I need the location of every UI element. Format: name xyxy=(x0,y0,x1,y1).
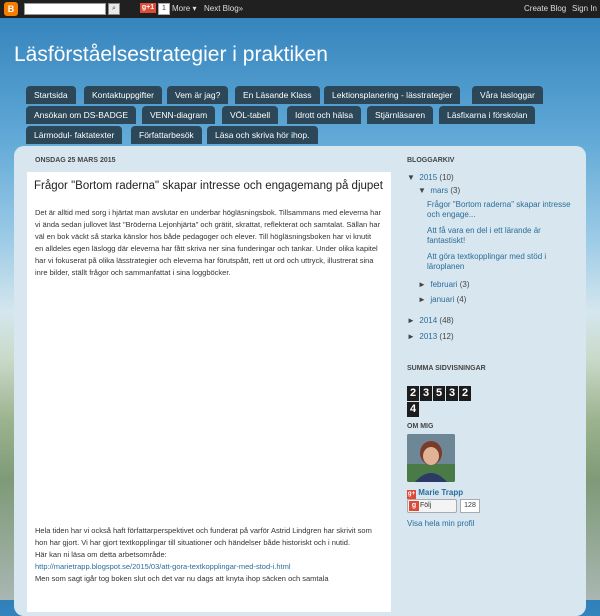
search-icon[interactable]: ⌕ xyxy=(108,3,120,15)
counter-digit: 3 xyxy=(446,386,458,401)
tab-kontaktuppgifter[interactable]: Kontaktuppgifter xyxy=(84,86,162,104)
blogger-logo-icon[interactable]: B xyxy=(4,2,18,16)
gplus-icon: g+ xyxy=(407,491,416,497)
post-title[interactable]: Frågor "Bortom raderna" skapar intresse och engagemang på djupet xyxy=(34,180,383,192)
author-avatar[interactable] xyxy=(407,434,455,482)
blog-title[interactable]: Läsförståelsestrategier i praktiken xyxy=(14,43,328,66)
tab-idrott-och-halsa[interactable]: Idrott och hälsa xyxy=(287,106,361,124)
archive-month-mars[interactable]: ▼ mars (3) xyxy=(418,186,461,195)
tab-larmodul-faktatexter[interactable]: Lärmodul- faktatexter xyxy=(26,126,122,144)
tab-lasfixarna[interactable]: Läsfixarna i förskolan xyxy=(439,106,535,124)
author-name[interactable]: Marie Trapp xyxy=(418,488,464,497)
archive-post-link[interactable]: Att göra textkopplingar med stöd i läroplanen xyxy=(427,252,547,271)
pageviews-title: SUMMA SIDVISNINGAR xyxy=(407,365,486,372)
archive-year-2014[interactable]: ► 2014 (48) xyxy=(407,316,454,325)
gplus-count: 1 xyxy=(158,3,170,15)
next-blog-link[interactable]: Next Blog» xyxy=(204,4,244,13)
counter-digit: 2 xyxy=(459,386,471,401)
follow-button[interactable]: g Följ xyxy=(407,499,457,513)
blogger-navbar xyxy=(0,0,600,18)
create-blog-link[interactable]: Create Blog xyxy=(524,4,567,13)
tab-en-lasande-klass[interactable]: En Läsande Klass xyxy=(235,86,320,104)
post-body-continued xyxy=(35,525,381,585)
tab-venn-diagram[interactable]: VENN-diagram xyxy=(142,106,215,124)
expand-icon[interactable]: ► xyxy=(407,332,415,341)
tab-vem-ar-jag[interactable]: Vem är jag? xyxy=(167,86,228,104)
gplus-button[interactable]: g+1 xyxy=(141,4,155,11)
sign-in-link[interactable]: Sign In xyxy=(572,4,597,13)
archive-year-2015[interactable]: ▼ 2015 (10) xyxy=(407,173,454,182)
more-menu[interactable]: More ▾ xyxy=(172,4,197,13)
about-title: OM MIG xyxy=(407,423,434,430)
archive-month-januari[interactable]: ► januari (4) xyxy=(418,295,467,304)
archive-title: BLOGGARKIV xyxy=(407,157,455,164)
search-input[interactable] xyxy=(24,3,106,15)
post-date: ONSDAG 25 MARS 2015 xyxy=(35,157,116,164)
expand-icon[interactable]: ► xyxy=(418,295,426,304)
counter-digit: 4 xyxy=(407,402,419,417)
archive-month-februari[interactable]: ► februari (3) xyxy=(418,280,470,289)
follow-count: 128 xyxy=(460,499,480,513)
post-paragraph: Hela tiden har vi också haft författarperspektivet och funderat på varför Astrid Lindgren har skrivit som hon har gjort. Vi har gjort textkopplingar till situationer och händelser både historiskt och i nutid. xyxy=(35,526,372,547)
tab-ansokan-ds-badge[interactable]: Ansökan om DS-BADGE xyxy=(26,106,136,124)
tab-lektionsplanering[interactable]: Lektionsplanering - lässtrategier xyxy=(324,86,460,104)
expand-icon[interactable]: ► xyxy=(418,280,426,289)
counter-digit: 3 xyxy=(420,386,432,401)
view-profile-link[interactable]: Visa hela min profil xyxy=(407,519,475,528)
tab-lasa-och-skriva[interactable]: Läsa och skriva hör ihop. xyxy=(207,126,318,144)
counter-digit: 5 xyxy=(433,386,445,401)
gplus-icon: g xyxy=(409,501,419,511)
collapse-icon[interactable]: ▼ xyxy=(418,186,426,195)
tab-vol-tabell[interactable]: VÖL-tabell xyxy=(222,106,278,124)
archive-year-2013[interactable]: ► 2013 (12) xyxy=(407,332,454,341)
collapse-icon[interactable]: ▼ xyxy=(407,173,415,182)
tab-startsida[interactable]: Startsida xyxy=(26,86,76,104)
post-body-intro: Det är alltid med sorg i hjärtat man avslutar en underbar högläsningsbok. Tillsammans med eleverna har vi ända sedan jullovet läst "Bröderna Lejonhjärta" och grätit, skrattat, reflekterat och samtalat. Sällan har väl en bok väckt så starka känslor hos både pedagoger och elever. Till högläsningsboken har vi knutit en alldeles egen läslogg där eleverna har fått skriva ner sina funderingar och tankar. Under olika kapitel har vi fokuserat på olika lässtrategier och eleverna har förutspått, rett ut ord och uttryck, illustrerat sina inre bilder, ställt frågor och sammanfattat i sina loggböcker. xyxy=(35,208,382,277)
counter-digit: 2 xyxy=(407,386,419,401)
archive-post-link[interactable]: Att få vara en del i ett lärande är fantastiskt! xyxy=(427,226,541,245)
expand-icon[interactable]: ► xyxy=(407,316,415,325)
archive-post-link[interactable]: Frågor "Bortom raderna" skapar intresse och engage... xyxy=(427,200,571,219)
tab-vara-lasloggar[interactable]: Våra lasloggar xyxy=(472,86,543,104)
post-paragraph: Här kan ni läsa om detta arbetsområde: xyxy=(35,550,167,559)
post-paragraph: Men som sagt igår tog boken slut och det var nu dags att knyta ihop säcken och samtala xyxy=(35,574,329,583)
author-name-row[interactable] xyxy=(407,488,463,499)
tab-forfattarbesok[interactable]: Författarbesök xyxy=(131,126,202,144)
post-link[interactable]: http://marietrapp.blogspot.se/2015/03/att-gora-textkopplingar-med-stod-i.html xyxy=(35,562,291,571)
pageview-counter xyxy=(407,386,487,417)
tab-stjarnlasaren[interactable]: Stjärnläsaren xyxy=(367,106,433,124)
